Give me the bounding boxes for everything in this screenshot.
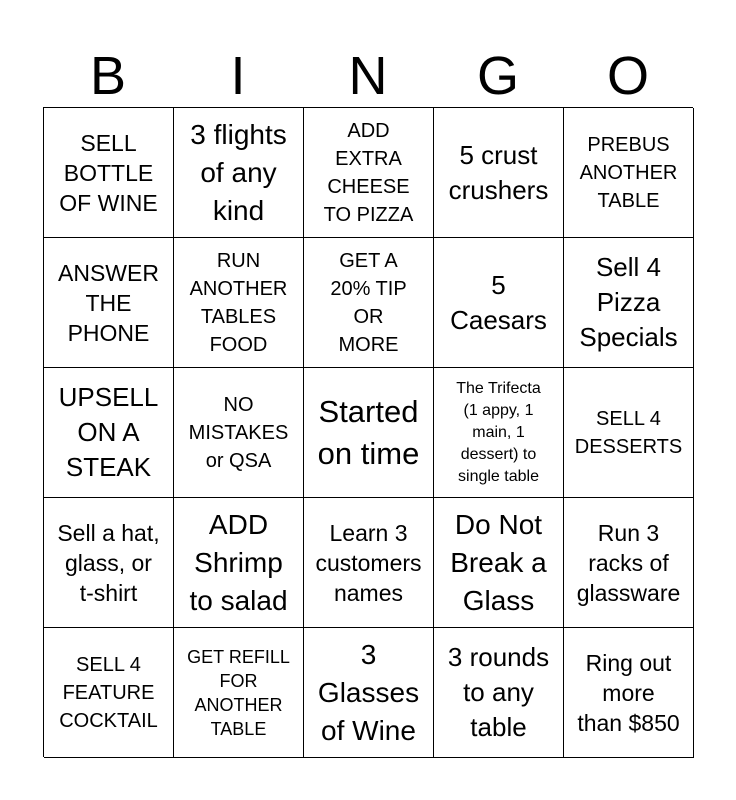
bingo-cell[interactable] (304, 238, 434, 368)
bingo-cell[interactable] (564, 108, 694, 238)
bingo-cell[interactable] (304, 498, 434, 628)
cell-text: Started on time (317, 393, 420, 471)
bingo-cell[interactable] (174, 238, 304, 368)
cell-text: Do Not Break a Glass (450, 508, 547, 616)
header-letter-n: N (348, 46, 388, 106)
bingo-cell[interactable] (44, 628, 174, 758)
cell-text: Ring out more than $850 (577, 649, 680, 736)
cell-text: SELL BOTTLE OF WINE (59, 129, 158, 216)
bingo-header (43, 44, 693, 108)
bingo-cell[interactable] (44, 108, 174, 238)
cell-text: ANSWER THE PHONE (58, 259, 159, 346)
cell-text: Run 3 racks of glassware (576, 519, 681, 606)
cell-text: 3 flights of any kind (190, 118, 287, 226)
bingo-cell[interactable] (44, 498, 174, 628)
cell-text: Sell 4 Pizza Specials (579, 252, 678, 352)
bingo-cell[interactable] (564, 498, 694, 628)
bingo-cell[interactable] (434, 238, 564, 368)
header-letter-b: B (89, 46, 127, 106)
bingo-cell[interactable] (174, 368, 304, 498)
cell-text: Learn 3 customers names (315, 519, 422, 606)
cell-text: ADD Shrimp to salad (189, 508, 288, 616)
cell-text: GET A 20% TIP OR MORE (330, 249, 407, 356)
cell-text: PREBUS ANOTHER TABLE (579, 133, 678, 212)
bingo-board (43, 107, 693, 757)
bingo-cell[interactable] (44, 238, 174, 368)
bingo-cell[interactable] (564, 238, 694, 368)
cell-text: ADD EXTRA CHEESE TO PIZZA (323, 119, 414, 226)
header-letter-o: O (606, 46, 649, 106)
cell-text: 5 crust crushers (448, 139, 549, 205)
bingo-cell[interactable] (174, 498, 304, 628)
bingo-cell[interactable] (174, 628, 304, 758)
cell-text: GET REFILL FOR ANOTHER TABLE (187, 646, 290, 739)
header-letter-i: I (230, 46, 246, 106)
cell-text: UPSELL ON A STEAK (58, 382, 159, 482)
bingo-cell[interactable] (304, 108, 434, 238)
bingo-cell[interactable] (304, 368, 434, 498)
cell-text: SELL 4 DESSERTS (574, 407, 683, 458)
bingo-cell[interactable] (564, 628, 694, 758)
bingo-cell[interactable] (304, 628, 434, 758)
bingo-cell[interactable] (44, 368, 174, 498)
bingo-cell[interactable] (564, 368, 694, 498)
header-letter-g: G (476, 46, 519, 106)
cell-text: NO MISTAKES or QSA (188, 393, 289, 472)
cell-text: Sell a hat, glass, or t-shirt (57, 519, 160, 606)
cell-text: 3 Glasses of Wine (317, 638, 420, 746)
bingo-cell[interactable] (174, 108, 304, 238)
bingo-cell[interactable] (434, 498, 564, 628)
cell-text: SELL 4 FEATURE COCKTAIL (59, 653, 158, 732)
bingo-cell[interactable] (434, 108, 564, 238)
cell-text: RUN ANOTHER TABLES FOOD (189, 249, 288, 356)
bingo-cell[interactable] (434, 628, 564, 758)
bingo-cell[interactable] (434, 368, 564, 498)
cell-text: 3 rounds to any table (447, 642, 550, 742)
cell-text: The Trifecta (1 appy, 1 main, 1 dessert) to single table (456, 379, 541, 485)
cell-text: 5 Caesars (450, 269, 547, 335)
